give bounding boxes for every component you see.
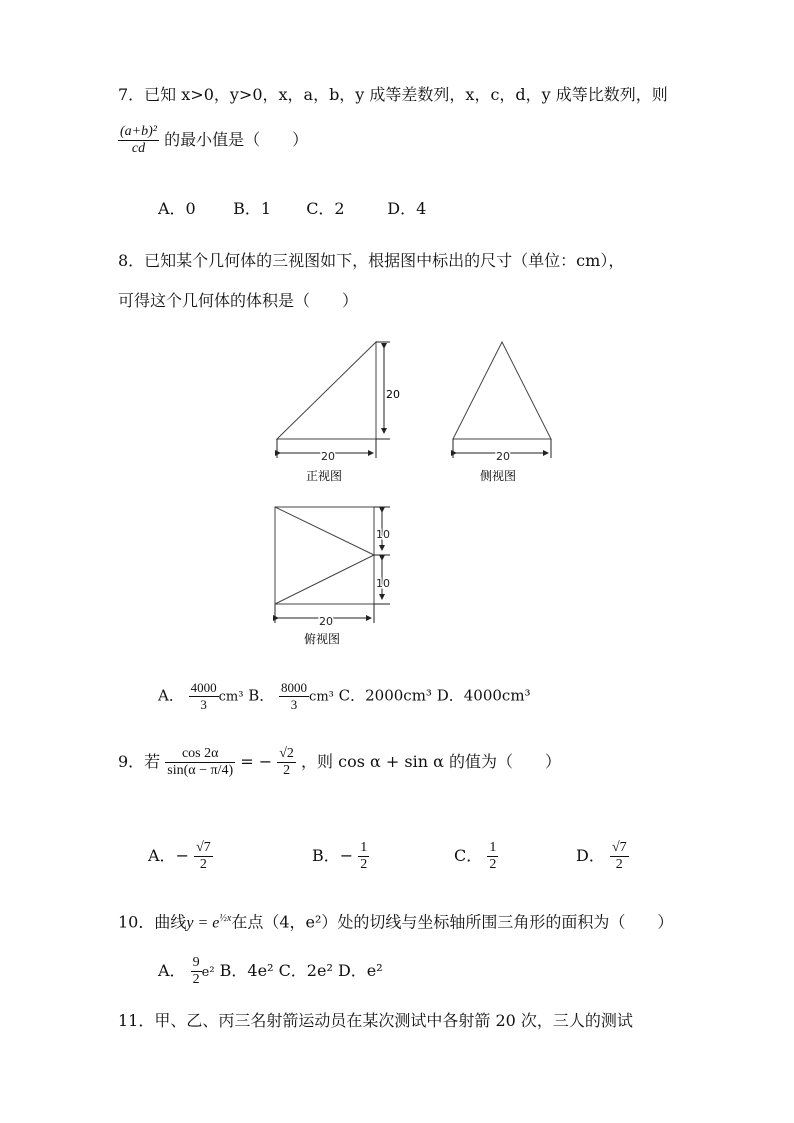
q11-line1: 11．甲、乙、丙三名射箭运动员在某次测试中各射箭 20 次，三人的测试 <box>118 1011 633 1030</box>
q9-denominator: sin(α − π/4) <box>167 763 234 778</box>
q9-option-b <box>312 840 369 873</box>
q8-b-unit: cm³ <box>309 689 334 705</box>
q9-rhs-fraction <box>277 746 296 779</box>
q7-option-b: B．1 <box>233 199 272 218</box>
q9-c-den: 2 <box>489 857 497 872</box>
q9-b-den: 2 <box>360 857 368 872</box>
q8-line2: 可得这个几何体的体积是（ ） <box>118 291 359 310</box>
side-view-label: 侧视图 <box>480 469 517 483</box>
q10-a-label: A． <box>158 961 186 980</box>
q8-a-num: 4000 <box>190 680 217 695</box>
q8-option-c: C．2000cm³ <box>338 686 432 705</box>
q10-options <box>158 955 383 988</box>
front-view-label: 正视图 <box>306 469 343 483</box>
q9-a-num: √7 <box>196 840 211 855</box>
q9-equals: = − <box>240 752 273 771</box>
q9-d-den: 2 <box>615 857 623 872</box>
q9-c-num: 1 <box>489 840 497 855</box>
q9-a-sign: − <box>175 846 189 865</box>
q8-line1: 8．已知某个几何体的三视图如下，根据图中标出的尺寸（单位：cm）， <box>118 251 625 270</box>
q7-option-a: A．0 <box>158 199 196 218</box>
q9-b-sign: − <box>339 846 354 865</box>
q8-option-b-fraction <box>279 680 309 713</box>
q7-fraction <box>118 124 159 157</box>
q9-a-label: A． <box>148 846 176 865</box>
q10-prefix: 10．曲线 <box>118 912 187 932</box>
q8-options <box>158 680 531 713</box>
q9-tail: ，则 cos α + sin α 的值为（ ） <box>301 752 561 771</box>
top-h1-label: 10 <box>376 528 390 541</box>
q8-b-den: 3 <box>290 697 298 712</box>
q7-options <box>158 198 426 220</box>
q9-option-d <box>576 840 629 873</box>
q7-line2-tail: 的最小值是（ ） <box>164 130 309 149</box>
q8-option-d: D．4000cm³ <box>436 686 531 705</box>
q9-d-fraction <box>610 840 629 873</box>
q9-a-fraction <box>194 840 213 873</box>
three-view-figure <box>260 330 570 650</box>
q7-line1: 7．已知 x>0，y>0，x，a，b，y 成等差数列，x，c，d，y 成等比数列，则 <box>118 85 668 104</box>
q8-option-a-fraction <box>189 680 219 713</box>
q8-a-unit: cm³ <box>218 689 244 705</box>
q10-exponent: ½x <box>219 913 232 924</box>
q9-option-a <box>148 840 213 873</box>
q10-tail: 在点（4，e²）处的切线与坐标轴所围三角形的面积为（ ） <box>231 912 674 932</box>
q9-c-fraction <box>487 840 498 873</box>
q10-rest-options: B．4e² C．2e² D．e² <box>219 961 383 980</box>
q9-b-label: B． <box>312 846 340 865</box>
top-h2-label: 10 <box>376 577 390 590</box>
q10-curve: y = e <box>186 914 220 932</box>
q9-option-c <box>454 840 498 873</box>
front-width-label: 20 <box>321 450 335 463</box>
q9-line <box>118 746 561 779</box>
q8-a-den: 3 <box>200 697 207 712</box>
q9-d-num: √7 <box>611 840 627 855</box>
side-view <box>453 342 551 483</box>
q9-rhs-den: 2 <box>283 763 291 778</box>
q7-frac-numerator: (a+b)² <box>120 124 157 139</box>
front-height-label: 20 <box>386 388 400 401</box>
top-view-label: 俯视图 <box>304 632 341 646</box>
q7-frac-denominator: cd <box>131 141 146 156</box>
side-width-label: 20 <box>496 450 510 463</box>
q9-a-den: 2 <box>199 857 207 872</box>
q9-b-num: 1 <box>360 840 368 855</box>
q9-rhs-num: √2 <box>279 746 294 761</box>
q7-option-c: C．2 <box>306 199 345 218</box>
q8-option-b-label: B． <box>248 686 275 705</box>
q10-a-num: 9 <box>192 955 200 970</box>
q8-option-a-label: A． <box>158 686 184 705</box>
q9-fraction <box>165 746 235 779</box>
top-view <box>275 507 390 646</box>
q9-c-label: C． <box>454 846 483 865</box>
q8-b-num: 8000 <box>281 680 308 695</box>
q9-prefix: 9．若 <box>118 752 161 771</box>
q10-a-fraction <box>191 955 202 988</box>
q9-numerator: cos 2α <box>165 746 235 763</box>
q9-b-fraction <box>358 840 369 873</box>
front-view <box>277 342 400 483</box>
top-width-label: 20 <box>319 615 333 628</box>
q7-option-d: D．4 <box>387 199 427 218</box>
q10-a-unit: e² <box>201 965 215 980</box>
q7-line2 <box>118 124 308 157</box>
q9-d-label: D． <box>576 846 605 865</box>
q10-a-den: 2 <box>192 972 200 987</box>
q10-line <box>118 908 673 934</box>
